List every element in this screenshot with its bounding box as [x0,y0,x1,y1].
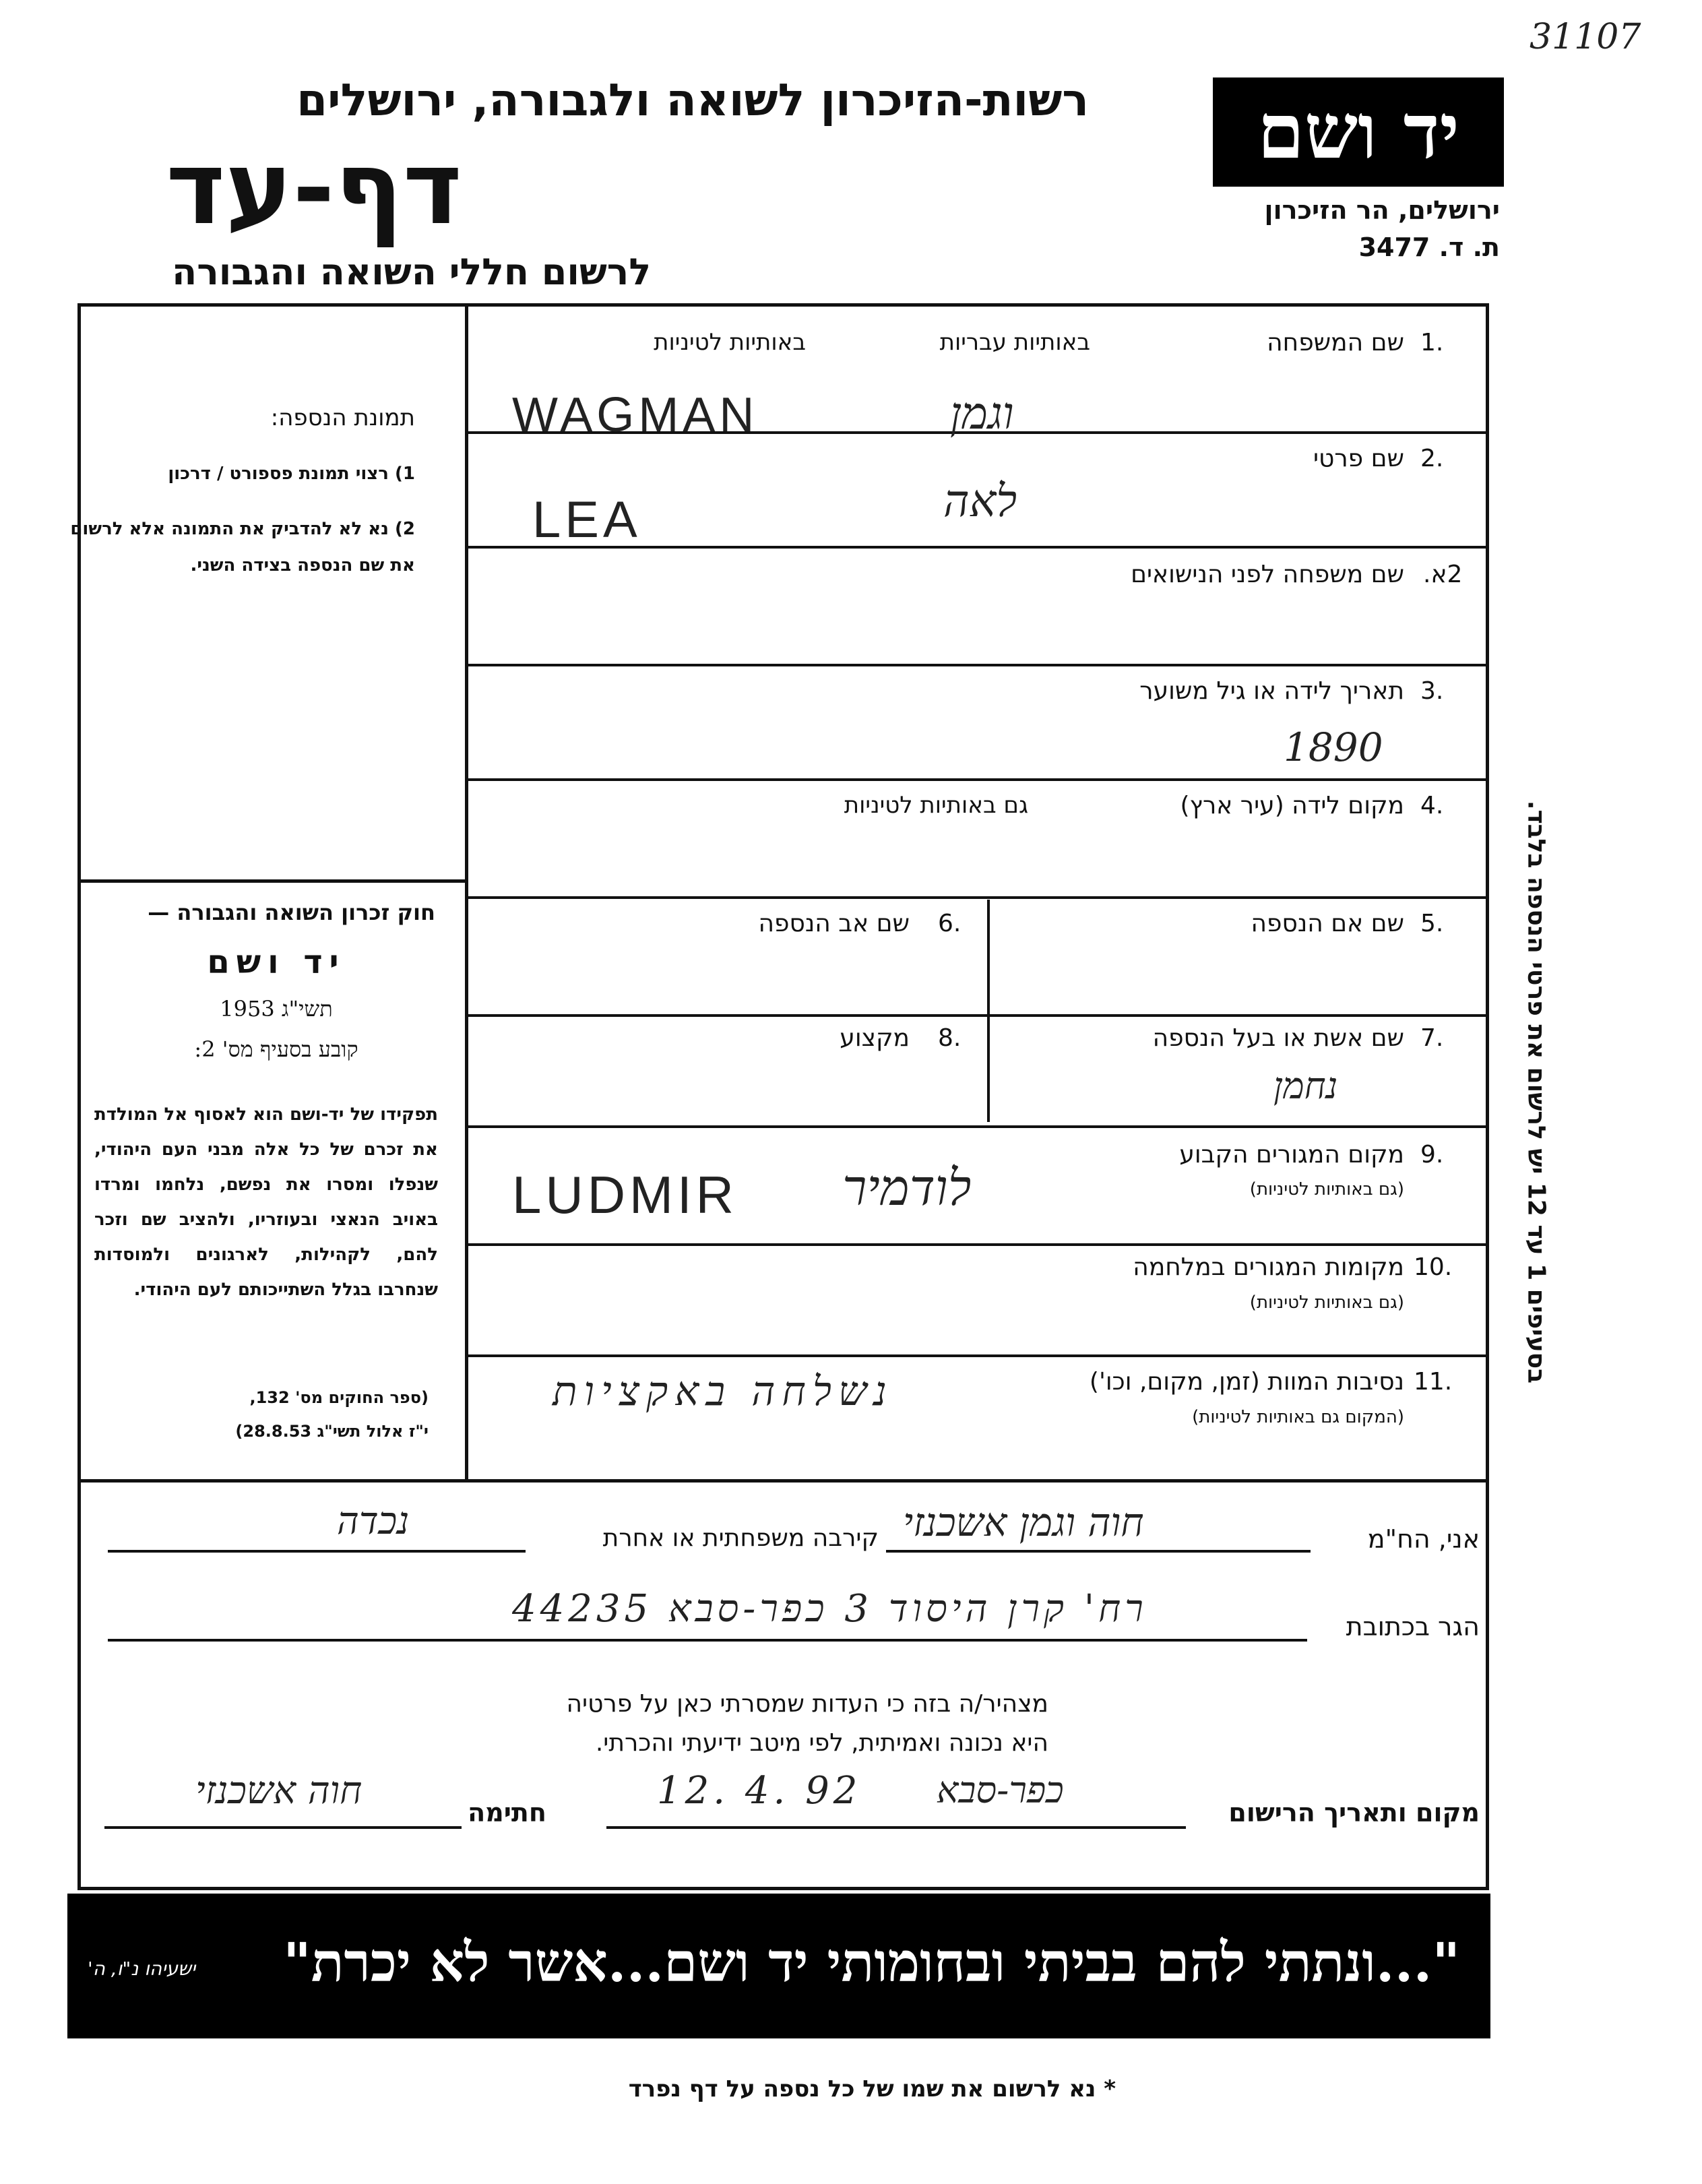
field-2-number: 2. [1420,445,1444,472]
field-9-value-latin: LUDMIR [512,1165,738,1224]
field-2-value-hebrew: לאה [943,475,1017,527]
declarant-i-label: אני, הח"מ [1367,1524,1480,1554]
field-1-number: 1. [1420,329,1444,356]
quote-source: ישעיהו נ"ו, ה' [88,1958,196,1980]
field-1-value-hebrew: וגמן [950,387,1014,439]
field-4-number: 4. [1420,792,1444,819]
upper-section-bottom [77,1479,1489,1483]
signature-line [104,1826,462,1829]
page-title: דף-עד [166,130,462,247]
field-7-number: 7. [1420,1024,1444,1052]
field-6-number: 6. [938,910,962,937]
declarant-address: רח' קרן היסוד 3 כפר-סבא 44235 [512,1587,1147,1631]
field-7-value: נחמן [1273,1065,1338,1107]
field-5-label: שם אם הנספה [1251,910,1404,937]
registration-date: 12. 4. 92 [657,1769,862,1813]
law-date: י"ז אלול תשי"ג 28.8.53) [235,1422,429,1441]
law-title: חוק זכרון השואה והגבורה — [148,900,435,925]
place-date-line [606,1826,1186,1829]
yad-vashem-logo [1213,77,1504,187]
declarant-relation-line [108,1550,526,1553]
field-10-note: (גם באותיות לטיניות) [1249,1292,1404,1313]
field-2a-number: 2א. [1423,561,1463,588]
field-11-value: נשלחה באקציות [553,1368,893,1415]
field-8-number: 8. [938,1024,962,1052]
field-11-label: נסיבות המוות (זמן, מקום, וכו') [1089,1368,1404,1396]
field-8-label: מקצוע [840,1024,910,1052]
field-1-col-latin: באותיות לטיניות [654,329,806,356]
footer-note: * נא לרשום את שמו של כל נספה על דף נפרד [628,2076,1116,2102]
field-3-label: תאריך לידה או גיל משוער [1139,677,1404,705]
law-year: תשי"ג 1953 [220,996,333,1022]
photo-heading: תמונת הנספה: [270,404,415,431]
org-name: רשות-הזיכרון לשואה ולגבורה, ירושלים [296,74,1089,126]
signature-label: חתימה [468,1798,546,1828]
row-divider [468,1125,1489,1128]
row-divider [468,1243,1489,1246]
field-9-label: מקום המגורים הקבוע [1179,1141,1404,1168]
registration-place: כפר-סבא [937,1769,1064,1811]
row-5-6-divider [987,900,990,1122]
field-11-number: 11. [1414,1368,1453,1396]
field-1-label: שם המשפחה [1267,329,1404,356]
row-divider [468,778,1489,781]
declarant-address-label: הגר בכתובת [1346,1612,1480,1642]
quote-text: "...ונתתי להם בביתי ובחומותי יד ושם...אשר לא יכרת" [283,1931,1460,1994]
declarant-name: חוה וגמן אשכנזי [903,1499,1144,1545]
field-9-value-hebrew: לודמיר [842,1159,972,1217]
declarant-statement-2: היא נכונה ואמיתית, לפי מיטב ידיעתי והכרתי. [595,1729,1048,1757]
field-3-value: 1890 [1284,724,1383,770]
field-10-number: 10. [1414,1253,1453,1281]
place-date-label: מקום ותאריך הרישום [1228,1798,1480,1828]
row-divider [468,1014,1489,1017]
photo-note-2: 2) נא לא להדביק את התמונה אלא לרשום את שם הנספה בצידה השני. [70,519,415,575]
declarant-relation: נכדה [337,1499,410,1543]
field-3-number: 3. [1420,677,1444,705]
field-6-label: שם אב הנספה [758,910,910,937]
declarant-statement-1: מצהיר/ה בזה כי העדות שמסרתי כאן על פרטיה [566,1690,1048,1718]
declarant-address-line [108,1639,1307,1642]
field-10-label: מקומות המגורים במלחמה [1133,1253,1404,1281]
document-number: 31107 [1530,17,1641,57]
signature: חוה אשכנזי [195,1769,363,1813]
quote-banner [67,1894,1490,2038]
logo-text: יד ושם [1257,88,1460,176]
field-4-note: גם באותיות לטיניות [844,792,1028,819]
field-9-note: (גם באותיות לטיניות) [1249,1179,1404,1199]
field-7-label: שם אשת או בעל הנספה [1152,1024,1404,1052]
left-column-split [77,879,467,883]
law-body: תפקידו של יד-ושם הוא לאסוף אל המולדת את זכרם של כל אלה מבני העם היהודי, שנפלו ומסרו את נפשם, נלחמו ומרדו באויב הנאצי ובעוזריו, ולהציב שם וזכר להם, לקהילות, לארגונים ולמוסדות שנחרבו בגלל השתייכותם לעם היהודי. [94,1104,438,1300]
address-line: ירושלים, הר הזיכרון [1264,195,1500,225]
field-2-label: שם פרטי [1313,445,1404,472]
page-subtitle: לרשום חללי השואה והגבורה [172,251,651,293]
pobox-line: ת. ד. 3477 [1358,232,1500,262]
row-divider [468,664,1489,666]
declarant-relation-label: קירבה משפחתית או אחרת [602,1524,879,1552]
law-name: יד ושם [207,943,346,981]
row-divider [468,1354,1489,1357]
field-1-value-latin: WAGMAN [512,388,759,442]
field-11-note: (המקום גם באותיות לטיניות) [1192,1407,1404,1427]
field-5-number: 5. [1420,910,1444,937]
law-source: (ספר החוקים מס' 132, [249,1388,429,1407]
field-1-col-hebrew: באותיות עבריות [939,329,1090,356]
field-4-label: מקום לידה (עיר ארץ) [1180,792,1404,819]
field-9-number: 9. [1420,1141,1444,1168]
side-note: בסעיפים 1 עד 12 יש לרשום את פרטי הנספה בלבד. [1522,800,1550,1384]
law-clause: קובע בסעיף מס' 2: [194,1036,358,1062]
field-2-value-latin: LEA [532,491,641,549]
row-divider [468,896,1489,899]
declarant-name-line [886,1550,1311,1553]
left-column-divider [465,303,468,1483]
field-2a-label: שם משפחה לפני הנישואים [1131,561,1404,588]
photo-note-1: 1) רצוי תמונת פספורט / דרכון [168,464,415,484]
